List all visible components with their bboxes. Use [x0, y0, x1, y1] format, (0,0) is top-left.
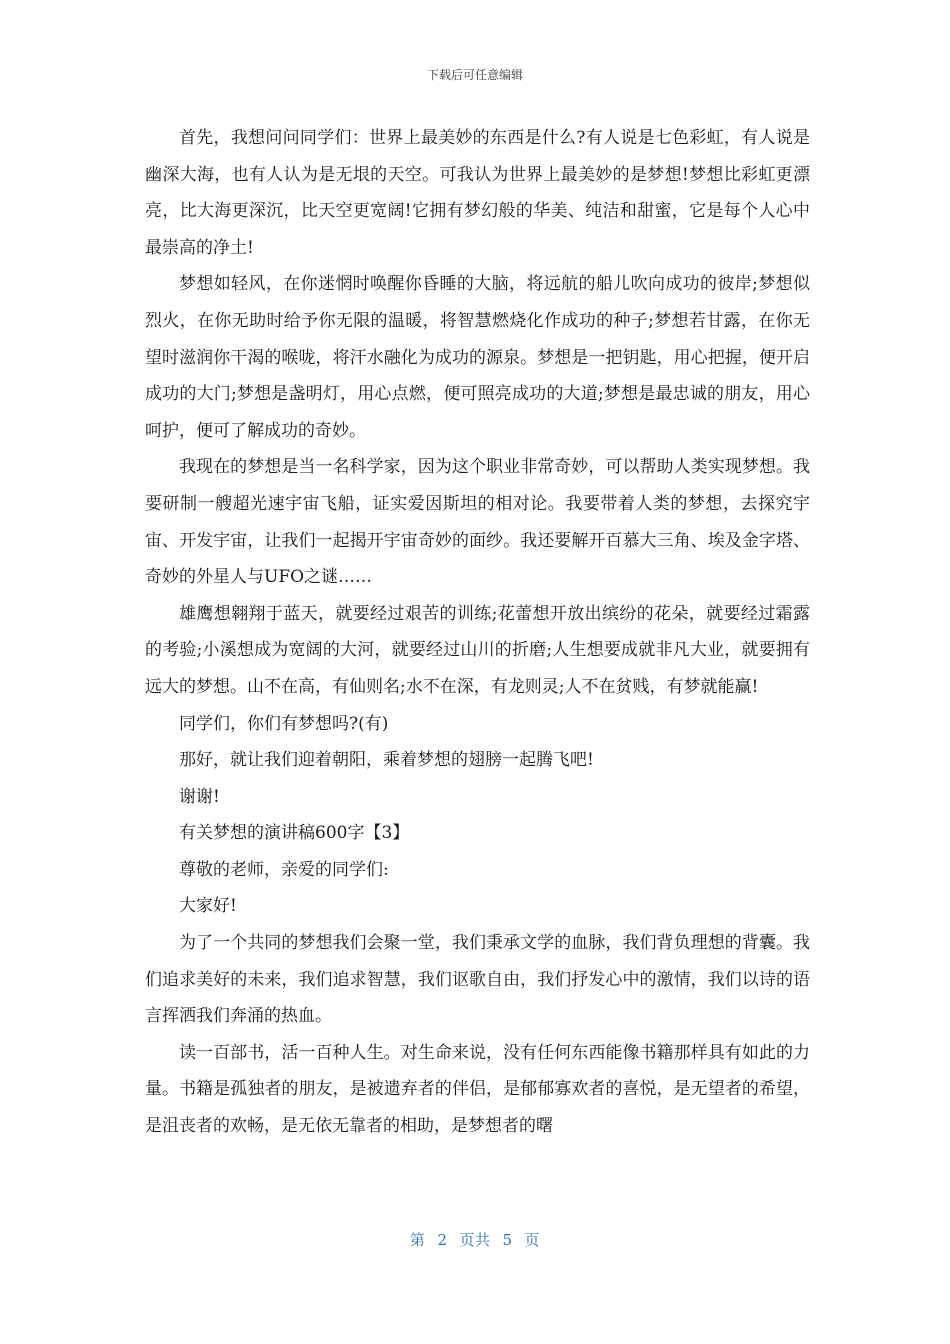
footer-prefix: 第 — [409, 1231, 426, 1249]
salutation: 尊敬的老师，亲爱的同学们: — [179, 859, 389, 880]
paragraph-11: 为了一个共同的梦想我们会聚一堂，我们秉承文学的血脉，我们背负理想的背囊。我们追求美好的未来，我们追求智慧，我们讴歌自由，我们抒发心中的激情，我们以诗的语言挥洒我们奔涌的热血。 — [145, 933, 810, 1027]
paragraph-7: 谢谢! — [179, 786, 220, 807]
footer-middle: 页共 — [459, 1231, 491, 1249]
document-body — [145, 120, 810, 1145]
page-number-footer — [0, 1229, 950, 1250]
footer-suffix: 页 — [524, 1231, 541, 1249]
section-title: 有关梦想的演讲稿600字【3】 — [179, 823, 410, 844]
footer-current-page: 2 — [437, 1231, 448, 1249]
footer-total-pages: 5 — [502, 1231, 513, 1249]
page-header-note: 下载后可任意编辑 — [426, 68, 523, 82]
greeting: 大家好! — [179, 896, 237, 917]
paragraph-6: 那好，就让我们迎着朝阳，乘着梦想的翅膀一起腾飞吧! — [179, 750, 594, 771]
paragraph-4: 雄鹰想翱翔于蓝天，就要经过艰苦的训练;花蕾想开放出缤纷的花朵，就要经过霜露的考验;小溪想成为宽阔的大河，就要经过山川的折磨;人生想要成就非凡大业，就要拥有远大的梦想。山不在高，有仙则名;水不在深，有龙则灵;人不在贫贱，有梦就能赢! — [145, 603, 810, 697]
paragraph-12: 读一百部书，活一百种人生。对生命来说，没有任何东西能像书籍那样具有如此的力量。书籍是孤独者的朋友，是被遗弃者的伴侣，是郁郁寡欢者的喜悦，是无望者的希望，是沮丧者的欢畅，是无依无靠者的相助，是梦想者的曙 — [145, 1042, 810, 1137]
paragraph-3: 我现在的梦想是当一名科学家，因为这个职业非常奇妙，可以帮助人类实现梦想。我要研制一艘超光速宇宙飞船，证实爱因斯坦的相对论。我要带着人类的梦想，去探究宇宙、开发宇宙，让我们一起揭开宇宙奇妙的面纱。我还要解开百慕大三角、埃及金字塔、奇妙的外星人与UFO之谜…… — [145, 457, 810, 588]
paragraph-5: 同学们，你们有梦想吗?(有) — [179, 713, 389, 734]
paragraph-1: 首先，我想问问同学们：世界上最美妙的东西是什么?有人说是七色彩虹，有人说是幽深大海，也有人认为是无垠的天空。可我认为世界上最美妙的是梦想!梦想比彩虹更漂亮，比大海更深沉，比天空更宽阔!它拥有梦幻般的华美、纯洁和甜蜜，它是每个人心中最崇高的净土! — [145, 128, 810, 258]
paragraph-2: 梦想如轻风，在你迷惘时唤醒你昏睡的大脑，将远航的船儿吹向成功的彼岸;梦想似烈火，在你无助时给予你无限的温暖，将智慧燃烧化作成功的种子;梦想若甘露，在你无望时滋润你干渴的喉咙，将汗水融化为成功的源泉。梦想是一把钥匙，用心把握，便开启成功的大门;梦想是盏明灯，用心点燃，便可照亮成功的大道;梦想是最忠诚的朋友，用心呵护，便可了解成功的奇妙。 — [145, 274, 810, 441]
